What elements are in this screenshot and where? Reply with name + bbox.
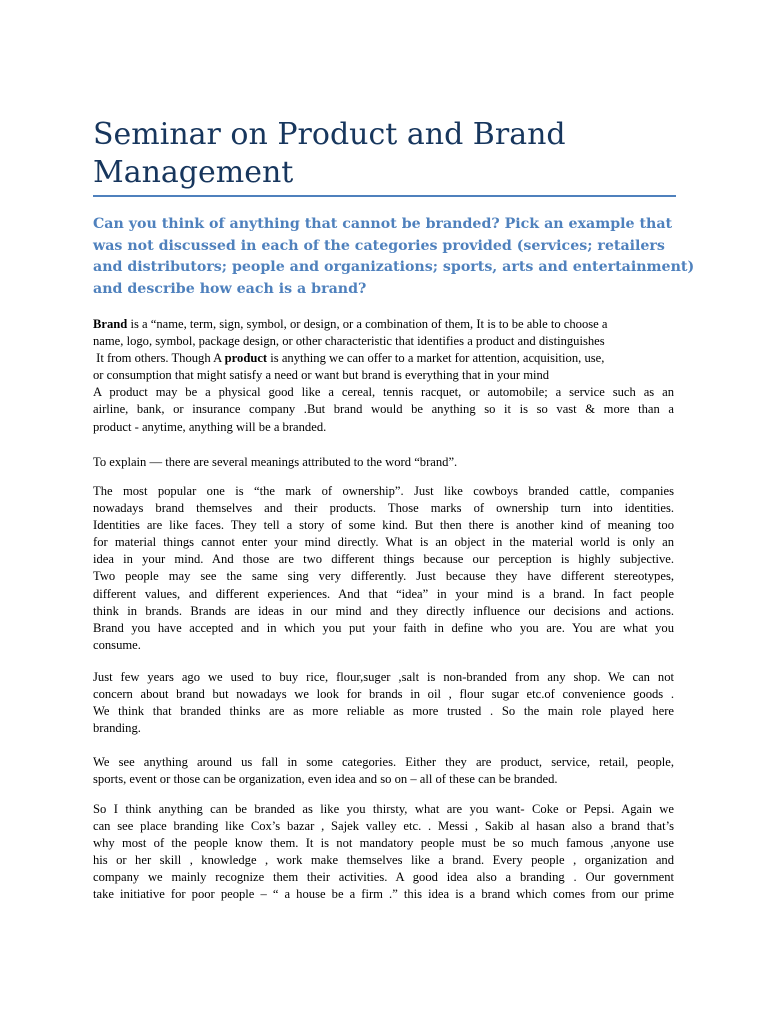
definition-line: A product may be a physical good like a cereal, tennis racquet, or automobile; a service such as an — [93, 385, 674, 400]
question-line: and distributors; people and organizations; sports, arts and entertainment) — [93, 259, 695, 275]
paragraph-line: We see anything around us fall in some categories. Either they are product, service, retail, people, — [93, 755, 674, 769]
paragraph-line: The most popular one is “the mark of ownership”. Just like cowboys branded cattle, companies — [93, 484, 674, 498]
title-line-1: Seminar on Product and Brand — [93, 117, 566, 152]
brand-definition-paragraph — [93, 316, 674, 436]
paragraph-line: can see place branding like Cox’s bazar , Sajek valley etc. . Messi , Sakib al hasan also a brand that’s — [93, 819, 674, 834]
paragraph-line: sports, event or those can be organization, even idea and so on – all of these can be branded. — [93, 772, 558, 787]
document-title — [93, 116, 693, 192]
paragraph-line: So I think anything can be branded as like you thirsty, what are you want- Coke or Pepsi. Again we — [93, 802, 674, 816]
paragraph-line: idea in your mind. And those are two different things because our perception is highly subjective. — [93, 552, 674, 567]
definition-line: airline, bank, or insurance company .But brand would be anything so it is so vast & more than a — [93, 402, 674, 417]
paragraph-line: nowadays brand themselves and their products. Those marks of ownership turn into identities. — [93, 501, 674, 516]
categories-paragraph — [93, 754, 674, 788]
product-term: product — [224, 351, 268, 366]
ownership-paragraph — [93, 483, 674, 654]
paragraph-line: We think that branded thinks are as more reliable as more trusted . So the main role played here — [93, 704, 674, 719]
paragraph-line: Brand you have accepted and in which you put your faith in define who you are. You are what you — [93, 620, 674, 635]
question-heading — [93, 214, 695, 300]
paragraph-line: consume. — [93, 637, 141, 652]
paragraph-line: take initiative for poor people – “ a house be a firm .” this idea is a brand which comes from our prime — [93, 887, 674, 902]
brand-term: Brand — [93, 317, 128, 331]
title-line-2: Management — [93, 155, 294, 190]
paragraph-line: his or her skill , knowledge , work make themselves like a brand. Every people , organization and — [93, 853, 674, 868]
definition-line: name, logo, symbol, package design, or other characteristic that identifies a product and distinguishes — [93, 334, 605, 349]
explain-line: To explain — there are several meanings attributed to the word “brand”. — [93, 455, 458, 469]
definition-text: is a “name, term, sign, symbol, or design, or a combination of them, It is to be able to choose a — [127, 317, 608, 331]
question-line: was not discussed in each of the categories provided (services; retailers — [93, 237, 665, 254]
paragraph-line: Two people may see the same sing very differently. Just because they have different stereotypes, — [93, 569, 674, 584]
definition-text: is anything we can offer to a market for attention, acquisition, use, — [267, 351, 605, 366]
definition-text: It from others. Though A — [93, 351, 225, 366]
coke-paragraph — [93, 801, 674, 904]
question-line: and describe how each is a brand? — [93, 280, 367, 297]
paragraph-line: Just few years ago we used to buy rice, flour,suger ,salt is non-branded from any shop. We can not — [93, 670, 674, 684]
paragraph-line: Identities are like faces. They tell a story of some kind. But then there is another kind of meaning too — [93, 518, 674, 533]
paragraph-line: for material things cannot enter your mind directly. What is an object in the material world is only an — [93, 535, 674, 550]
definition-line: or consumption that might satisfy a need or want but brand is everything that in your mind — [93, 368, 550, 383]
definition-line: product - anytime, anything will be a branded. — [93, 419, 327, 434]
rice-paragraph — [93, 669, 674, 737]
question-line: Can you think of anything that cannot be branded? Pick an example that — [93, 216, 673, 232]
paragraph-line: different values, and different experiences. And that “idea” in your mind is a brand. In fact people — [93, 586, 674, 601]
explain-paragraph — [93, 454, 674, 471]
title-underline — [93, 195, 676, 197]
paragraph-line: concern about brand but nowadays we look for brands in oil , flour sugar etc.of convenience goods . — [93, 687, 674, 702]
definition-line — [93, 316, 674, 333]
paragraph-line: think in brands. Brands are ideas in our mind and they directly influence our decisions and actions. — [93, 603, 674, 618]
definition-line — [93, 350, 674, 367]
paragraph-line: branding. — [93, 721, 141, 736]
paragraph-line: why most of the people know them. It is not mandatory people must be so much famous ,anyone use — [93, 836, 674, 851]
paragraph-line: company we mainly recognize them their activities. A good idea also a branding . Our government — [93, 870, 674, 885]
